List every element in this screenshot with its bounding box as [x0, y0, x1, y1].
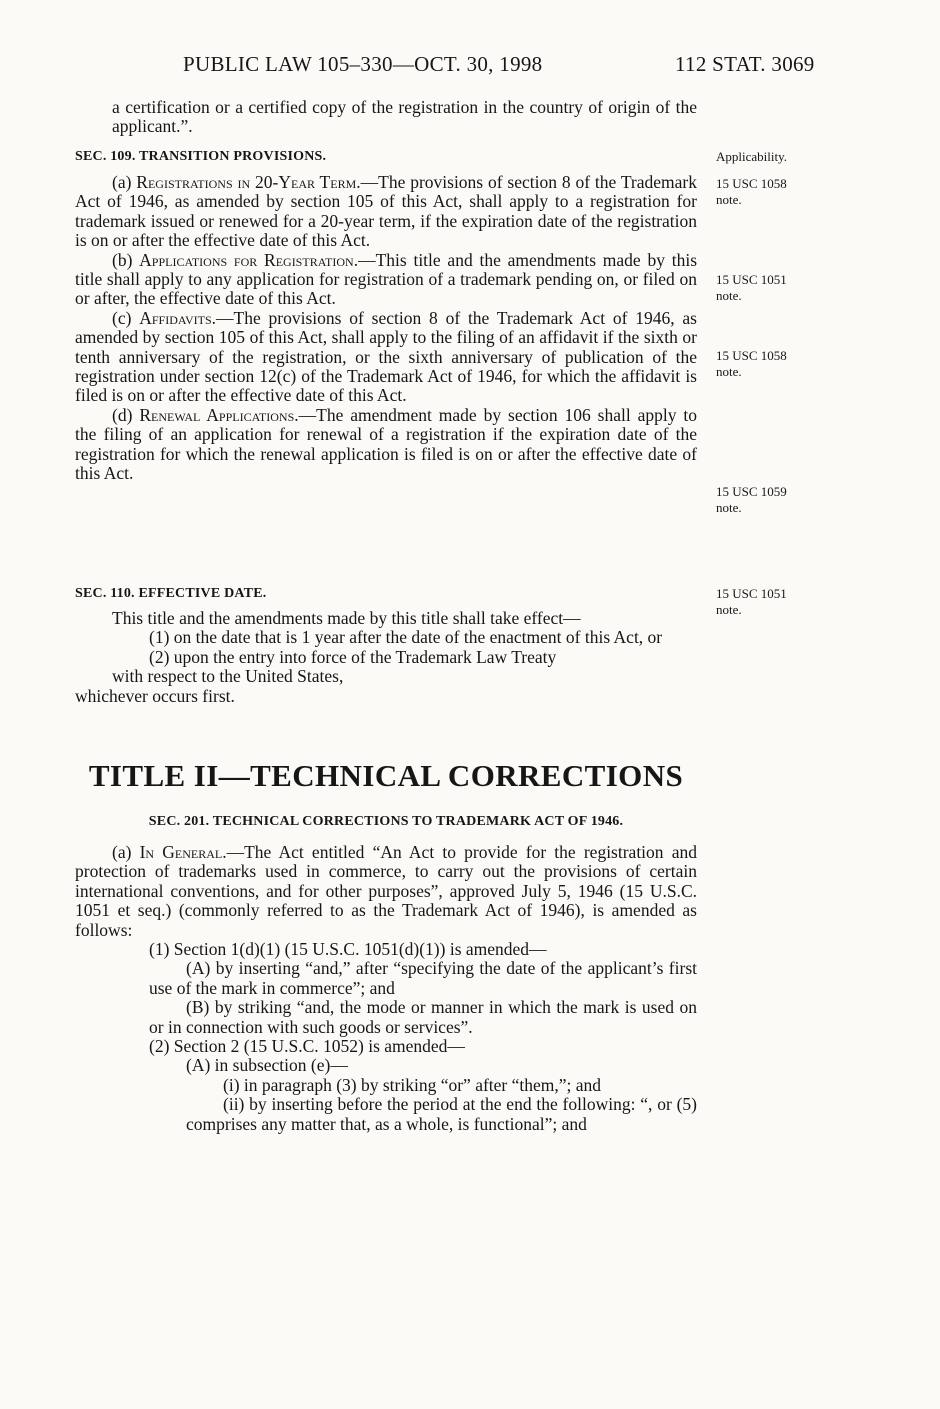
sec-201-para-1: (1) Section 1(d)(1) (15 U.S.C. 1051(d)(1)) is amended—	[149, 939, 547, 960]
margin-note-109-c	[716, 348, 826, 380]
sec-201-body	[75, 843, 697, 1134]
sec-110-tail: whichever occurs first.	[75, 685, 235, 706]
sec-110-intro: This title and the amendments made by this title shall take effect—	[112, 608, 581, 628]
sec-109-a-text: —The provisions of section 8 of the Trademark Act of 1946, as amended by section 105 of this Act, shall apply to a registration for trademark issued or renewed for a 20-year term, if the expiration date of the registration is on or after the effective date of this Act.	[75, 172, 697, 251]
sec-109-c-title: Affidavits.	[139, 307, 217, 328]
sec-110-item-2a: (2) upon the entry into force of the Trademark Law Treaty	[149, 646, 557, 667]
sec-201-a-text: —The Act entitled “An Act to provide for the registration and protection of trademarks used in commerce, to carry out the provisions of certain international conventions, and for other purposes”, approved July 5, 1946 (15 U.S.C. 1051 et seq.) (commonly referred to as the Trademark Act of 1946), is amended as follows:	[75, 842, 697, 940]
sec-109-b	[75, 251, 697, 309]
sec-109-b-label: (b)	[112, 249, 140, 270]
margin-usc: 15 USC 1051	[716, 272, 787, 287]
margin-note: note.	[716, 288, 742, 303]
margin-note: note.	[716, 500, 742, 515]
sec-201-a-title: In General.	[139, 842, 227, 862]
sec-201-para-1B: (B) by striking “and, the mode or manner in which the mark is used on or in connection with such goods or services”.	[149, 997, 697, 1037]
title-ii-heading: TITLE II—TECHNICAL CORRECTIONS	[88, 758, 684, 793]
sec-110-item-2b: with respect to the United States,	[112, 666, 344, 687]
margin-usc: 15 USC 1059	[716, 484, 787, 499]
sec-109-c-text: —The provisions of section 8 of the Trademark Act of 1946, as amended by section 105 of this Act, shall apply to the filing of an affidavit if the sixth or tenth anniversary of the registration, or the sixth anniversary of publication of the registration under section 12(c) of the Trademark Act of 1946, for which the affidavit is filed is on or after the effective date of this Act.	[75, 307, 697, 406]
sec-109-d	[75, 406, 697, 484]
running-header-right: 112 STAT. 3069	[675, 52, 815, 76]
sec-109-c	[75, 309, 697, 406]
sec-109-heading: SEC. 109. TRANSITION PROVISIONS.	[75, 149, 327, 164]
sec-109-a-title: Registrations in 20-Year Term.	[136, 172, 361, 192]
margin-note-110	[716, 586, 826, 618]
margin-usc: 15 USC 1058	[716, 348, 787, 363]
continuation-paragraph: a certification or a certified copy of the registration in the country of origin of the applicant.”.	[112, 97, 697, 137]
sec-109-body	[75, 173, 697, 484]
sec-109-d-label: (d)	[112, 404, 140, 425]
margin-note: note.	[716, 364, 742, 379]
margin-note: note.	[716, 192, 742, 207]
margin-note-109-a	[716, 176, 826, 208]
sec-201-heading: SEC. 201. TECHNICAL CORRECTIONS TO TRADEMARK ACT OF 1946.	[148, 814, 624, 829]
sec-109-d-text: —The amendment made by section 106 shall apply to the filing of an application for renewal of a registration if the expiration date of the registration for which the renewal application is filed is on or after the effective date of this Act.	[75, 404, 698, 484]
continuation-block	[75, 98, 697, 137]
margin-note-109-b	[716, 272, 826, 304]
margin-usc: 15 USC 1058	[716, 176, 787, 191]
sec-109-a-label: (a)	[112, 172, 137, 192]
margin-usc: 15 USC 1051	[716, 586, 787, 601]
sec-109-c-label: (c)	[112, 307, 140, 328]
sec-201-a-label: (a)	[112, 842, 140, 862]
sec-109-a	[75, 173, 697, 251]
sec-201-para-2A: (A) in subsection (e)—	[186, 1055, 348, 1076]
sec-110-heading: SEC. 110. EFFECTIVE DATE.	[75, 586, 267, 601]
running-header-left: PUBLIC LAW 105–330—OCT. 30, 1998	[183, 52, 543, 76]
sec-110-item-1: (1) on the date that is 1 year after the date of the enactment of this Act, or	[149, 627, 663, 648]
sec-201-para-2: (2) Section 2 (15 U.S.C. 1052) is amended—	[149, 1036, 465, 1057]
sec-109-b-text: —This title and the amendments made by this title shall apply to any application for registration of a trademark pending on, or filed on or after, the effective date of this Act.	[75, 249, 698, 309]
sec-201-para-2A-i: (i) in paragraph (3) by striking “or” after “them,”; and	[223, 1074, 602, 1095]
margin-note-109-d	[716, 484, 826, 516]
sec-201-para-1A: (A) by inserting “and,” after “specifying the date of the applicant’s first use of the mark in commerce”; and	[149, 958, 697, 998]
sec-201-para-2A-ii: (ii) by inserting before the period at the end the following: “, or (5) comprises any matter that, as a whole, is functional”; and	[186, 1094, 697, 1134]
sec-110-body	[75, 609, 697, 706]
margin-note-applicability: Applicability.	[716, 149, 788, 164]
margin-note: note.	[716, 602, 742, 617]
sec-109-b-title: Applications for Registration.	[139, 249, 359, 270]
sec-109-d-title: Renewal Applications.	[139, 404, 299, 425]
sec-201-a	[75, 843, 697, 940]
